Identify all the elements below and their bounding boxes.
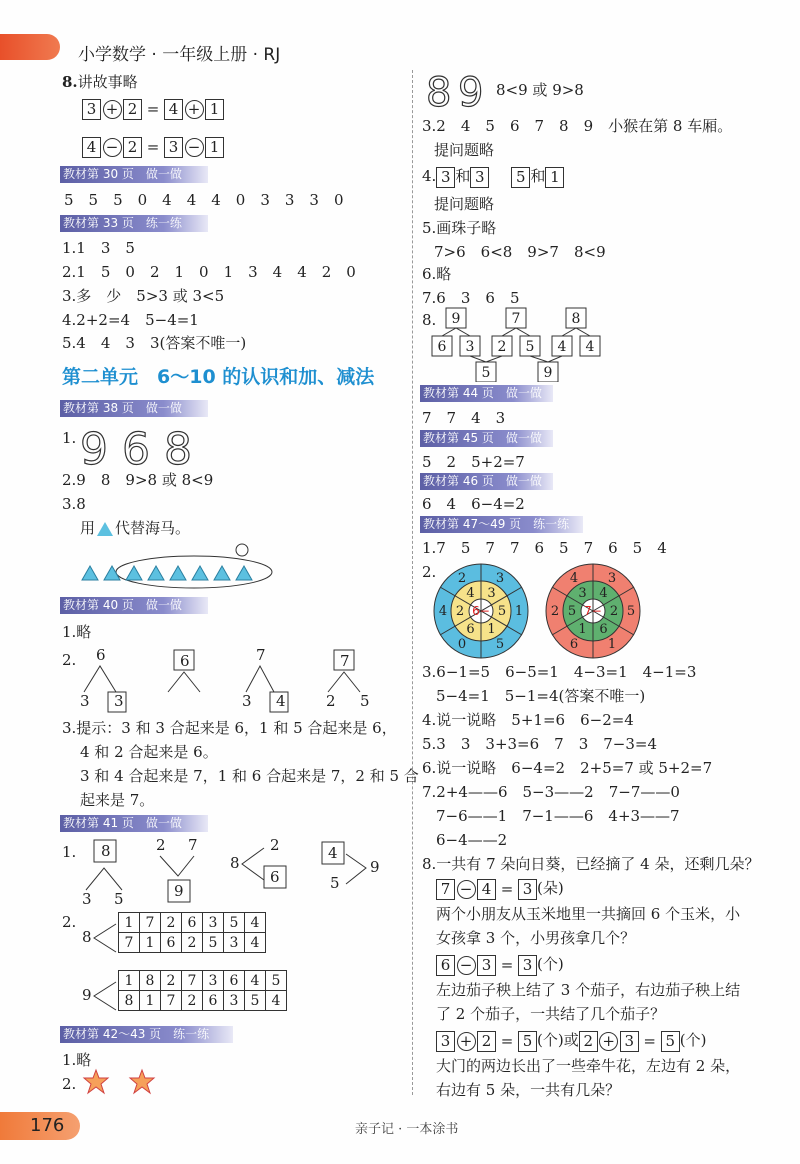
svg-text:3: 3	[80, 692, 90, 710]
svg-text:9: 9	[451, 311, 461, 327]
q8-label: 8.讲故事略	[62, 73, 138, 91]
svg-text:5: 5	[481, 365, 491, 381]
svg-text:8: 8	[571, 311, 581, 327]
grid-cell: 6	[182, 913, 203, 933]
p40-q1: 1.略	[62, 623, 92, 641]
grid-row	[119, 933, 266, 953]
triangles-figure	[76, 540, 276, 590]
op-circle: +	[599, 1032, 618, 1051]
wheel-number: 3	[495, 571, 505, 587]
p40-q3-line1: 3.提示：3 和 3 合起来是 6，1 和 5 合起来是 6，	[62, 719, 397, 737]
grid-cell: 3	[203, 913, 224, 933]
p46-answers: 6 4 6−4=2	[422, 495, 525, 513]
box: 3	[518, 955, 537, 976]
svg-text:5: 5	[525, 339, 535, 355]
section-bar-p38: 教材第 38 页 做一做	[60, 400, 208, 417]
wheel-number: 4	[438, 604, 448, 619]
wheel-number: 5	[495, 636, 505, 652]
grid-cell: 2	[182, 991, 203, 1011]
section-bar-p44: 教材第 44 页 做一做	[420, 385, 553, 402]
problem4-line2: 右边有 5 朵，一共有几朵？	[436, 1081, 621, 1099]
grid-cell: 1	[119, 971, 140, 991]
p38-q1-label: 1.	[62, 429, 77, 447]
box: 2	[123, 99, 142, 120]
grid-cell: 8	[119, 991, 140, 1011]
p47-q3-line1: 3.6−1=5 6−5=1 4−3=1 4−1=3	[422, 663, 697, 681]
story-row-2	[82, 136, 224, 158]
section-bar-p46: 教材第 46 页 做一做	[420, 473, 553, 490]
r-q7: 7.6 3 6 5	[422, 289, 520, 307]
grid-cell: 1	[140, 991, 161, 1011]
svg-text:3: 3	[465, 339, 475, 355]
box: 6	[436, 955, 455, 976]
svg-text:2: 2	[497, 339, 507, 355]
p42-q2: 2.	[62, 1075, 77, 1093]
star-icon	[84, 1070, 108, 1093]
wheel-number: 2	[455, 604, 465, 619]
p47-q7-line3: 6−4——2	[436, 831, 508, 849]
grid-cell: 4	[245, 971, 266, 991]
svg-text:3: 3	[82, 890, 92, 908]
problem2-line2: 女孩拿 3 个，小男孩拿几个？	[436, 929, 636, 947]
r-q3-note: 提问题略	[434, 141, 495, 159]
wheel-number: 1	[607, 636, 617, 652]
p45-answers: 5 2 5+2=7	[422, 453, 525, 471]
p40-q3-line4: 起来是 7。	[80, 791, 155, 809]
wheel-number: 1	[514, 604, 524, 619]
grid-cell: 1	[140, 933, 161, 953]
grid-cell: 6	[224, 971, 245, 991]
box: 3	[518, 879, 537, 900]
svg-text:2: 2	[270, 836, 280, 854]
grid-cell: 7	[140, 913, 161, 933]
grid-cell: 3	[224, 933, 245, 953]
grid9-table	[118, 970, 287, 1011]
svg-text:8: 8	[230, 854, 240, 872]
p47-q5: 5.3 3 3+3=6 7 3 7−3=4	[422, 735, 658, 753]
wheel-number: 0	[457, 636, 467, 652]
r-top-compare: 8<9 或 9>8	[496, 81, 584, 99]
box: 5	[511, 167, 530, 188]
p41-q1: 1.	[62, 843, 77, 861]
grid-cell: 2	[161, 913, 182, 933]
dotted-digits	[78, 424, 218, 468]
dotted-digits-89	[424, 70, 494, 110]
wheel-number: 5	[567, 604, 577, 619]
column-divider	[412, 70, 413, 1095]
op-circle: +	[103, 100, 122, 119]
svg-text:7−: 7−	[584, 604, 602, 618]
digit-nine: 9	[80, 424, 108, 468]
p47-q8: 8.一共有 7 朵向日葵，已经摘了 4 朵，还剩几朵？	[422, 855, 760, 873]
box: 4	[477, 879, 496, 900]
grid-row	[119, 971, 287, 991]
p33-q1: 1.1 3 5	[62, 239, 135, 257]
p41-diagrams	[74, 836, 394, 908]
wheel-number: 5	[497, 604, 507, 619]
wheel-number: 6	[569, 636, 579, 652]
box: 7	[436, 879, 455, 900]
wheel-number: 6	[466, 622, 475, 638]
svg-text:6: 6	[96, 646, 106, 664]
grid-row	[119, 991, 287, 1011]
star-icons	[82, 1068, 162, 1098]
box: 2	[579, 1031, 598, 1052]
p44-answers: 7 7 4 3	[422, 409, 506, 427]
p33-q5: 5.4 4 3 3(答案不唯一)	[62, 334, 247, 352]
op-circle: +	[185, 100, 204, 119]
p38-q3-text: 用 代替海马。	[80, 519, 191, 537]
svg-text:5: 5	[330, 874, 340, 892]
svg-text:5: 5	[360, 692, 370, 710]
grid-cell: 3	[224, 991, 245, 1011]
box: 4	[82, 137, 101, 158]
section-bar-p41: 教材第 41 页 做一做	[60, 815, 208, 832]
p38-q2: 2.9 8 9>8 或 8<9	[62, 471, 214, 489]
p47-q4: 4.说一说略 5+1=6 6−2=4	[422, 711, 634, 729]
box: 1	[205, 99, 224, 120]
wheel-number: 3	[578, 585, 587, 601]
grid-cell: 4	[245, 933, 266, 953]
subtraction-wheel-7	[544, 562, 644, 660]
op-circle: +	[457, 1032, 476, 1051]
wheel-number: 3	[487, 585, 496, 601]
svg-text:8: 8	[101, 842, 111, 860]
wheel-number: 1	[487, 622, 496, 638]
r-q6: 6.略	[422, 265, 452, 283]
p38-q3: 3.8	[62, 495, 86, 513]
svg-text:7: 7	[256, 646, 266, 664]
grid-row	[119, 913, 266, 933]
svg-text:3: 3	[242, 692, 252, 710]
page-number: 176	[30, 1115, 65, 1136]
grid-cell: 5	[266, 971, 287, 991]
op-circle: −	[185, 138, 204, 157]
grid8-table	[118, 912, 266, 953]
grid-cell: 4	[245, 913, 266, 933]
p40-q3-line2: 4 和 2 合起来是 6。	[80, 743, 218, 761]
wheel-number: 3	[607, 571, 617, 587]
r-q3: 3.2 4 5 6 7 8 9 小猴在第 8 车厢。	[422, 117, 733, 135]
svg-text:9: 9	[174, 882, 184, 900]
grid-cell: 5	[203, 933, 224, 953]
svg-text:6−: 6−	[472, 604, 490, 618]
p47-q2: 2.	[422, 563, 437, 581]
svg-text:4: 4	[585, 339, 595, 355]
svg-text:2: 2	[326, 692, 336, 710]
r-q5-compare: 7>6 6<8 9>7 8<9	[434, 243, 606, 261]
box: 3	[164, 137, 183, 158]
r-q8-label: 8.	[422, 311, 437, 329]
grid-cell: 1	[119, 913, 140, 933]
header-accent	[0, 34, 60, 60]
grid-cell: 8	[140, 971, 161, 991]
digit-nine: 9	[458, 70, 484, 110]
equals: =	[146, 138, 160, 156]
op-circle: −	[103, 138, 122, 157]
grid-cell: 2	[161, 971, 182, 991]
grid-cell: 3	[203, 971, 224, 991]
grid9-bracket	[92, 970, 118, 1022]
section-bar-p47: 教材第 47～49 页 练一练	[420, 516, 583, 533]
section-bar-p40: 教材第 40 页 做一做	[60, 597, 208, 614]
subtraction-wheel-6	[432, 562, 532, 660]
svg-text:6: 6	[437, 339, 447, 355]
problem2-line1: 两个小朋友从玉米地里一共摘回 6 个玉米，小	[436, 905, 741, 923]
section-bar-p30: 教材第 30 页 做一做	[60, 166, 208, 183]
svg-text:4: 4	[328, 844, 338, 862]
p33-q2: 2.1 5 0 2 1 0 1 3 4 4 2 0	[62, 263, 356, 281]
svg-text:7: 7	[340, 652, 350, 670]
p40-q3-line3: 3 和 4 合起来是 7，1 和 6 合起来是 7，2 和 5 合	[80, 767, 419, 785]
box: 3	[470, 167, 489, 188]
grid-cell: 5	[245, 991, 266, 1011]
digit-eight: 8	[426, 70, 452, 110]
grid-cell: 2	[182, 933, 203, 953]
svg-text:6: 6	[180, 652, 190, 670]
wheel-number: 2	[457, 571, 467, 587]
p47-q1: 1.7 5 7 7 6 5 7 6 5 4	[422, 539, 667, 557]
op-circle: −	[457, 880, 476, 899]
grid8-bracket	[92, 912, 118, 964]
box: 5	[518, 1031, 537, 1052]
section-bar-p42: 教材第 42～43 页 练一练	[60, 1026, 233, 1043]
star-icon	[130, 1070, 154, 1093]
wheel-number: 4	[466, 585, 475, 601]
problem3-line1: 左边茄子秧上结了 3 个茄子，右边茄子秧上结	[436, 981, 741, 999]
svg-text:4: 4	[557, 339, 567, 355]
box: 2	[477, 1031, 496, 1052]
digit-six: 6	[122, 424, 150, 468]
svg-text:5: 5	[114, 890, 124, 908]
header-title: 小学数学 · 一年级上册 · RJ	[78, 45, 281, 65]
p41-q2: 2.	[62, 913, 77, 931]
p30-answers: 5 5 5 0 4 4 4 0 3 3 3 0	[64, 191, 344, 209]
r-q5: 5.画珠子略	[422, 219, 497, 237]
eq-1: 7 − 4 = 3 (朵)	[436, 878, 564, 900]
equals: =	[146, 100, 160, 118]
section-bar-p33: 教材第 33 页 练一练	[60, 215, 208, 232]
wheel-number: 2	[550, 604, 560, 619]
split-diagrams	[70, 644, 390, 714]
r-q4: 4. 3 和 3 5 和 1	[422, 166, 564, 188]
wheel-number: 1	[578, 622, 587, 638]
number-trees	[430, 306, 610, 382]
grid9-label: 9	[82, 986, 92, 1004]
eq-2: 6 − 3 = 3 (个)	[436, 954, 564, 976]
svg-text:4: 4	[276, 692, 286, 710]
story-row-1	[82, 98, 224, 120]
p47-q6: 6.说一说略 6−4=2 2+5=7 或 5+2=7	[422, 759, 713, 777]
grid-cell: 7	[182, 971, 203, 991]
box: 3	[436, 1031, 455, 1052]
p33-q4: 4.2+2=4 5−4=1	[62, 311, 199, 329]
box: 1	[545, 167, 564, 188]
box: 5	[661, 1031, 680, 1052]
grid-cell: 7	[119, 933, 140, 953]
triangle-icon	[97, 522, 113, 536]
svg-text:2: 2	[156, 836, 166, 854]
op-circle: −	[457, 956, 476, 975]
grid-cell: 6	[203, 991, 224, 1011]
unit-title: 第二单元 6～10 的认识和加、减法	[62, 366, 375, 388]
p33-q3: 3.多 少 5>3 或 3<5	[62, 287, 225, 305]
box: 2	[123, 137, 142, 158]
section-bar-p45: 教材第 45 页 做一做	[420, 430, 553, 447]
box: 3	[477, 955, 496, 976]
wheel-number: 4	[599, 585, 608, 601]
svg-text:9: 9	[370, 858, 380, 876]
p47-q7-line2: 7−6——1 7−1——6 4+3——7	[436, 807, 680, 825]
problem4-line1: 大门的两边长出了一些牵牛花，左边有 2 朵，	[436, 1057, 741, 1075]
p42-q1: 1.略	[62, 1051, 92, 1069]
wheel-number: 2	[609, 604, 619, 619]
grid-cell: 5	[224, 913, 245, 933]
grid-cell: 4	[266, 991, 287, 1011]
box: 1	[205, 137, 224, 158]
svg-text:3: 3	[114, 692, 124, 710]
eq-3: 3 + 2 = 5 (个)或 2 + 3 = 5 (个)	[436, 1030, 706, 1052]
svg-text:6: 6	[270, 868, 280, 886]
p40-q2: 2.	[62, 651, 77, 669]
box: 3	[436, 167, 455, 188]
p47-q7-line1: 7.2+4——6 5−3——2 7−7——0	[422, 783, 680, 801]
svg-text:9: 9	[543, 365, 553, 381]
wheel-number: 5	[626, 604, 636, 619]
grid8-label: 8	[82, 928, 92, 946]
box: 3	[620, 1031, 639, 1052]
problem3-line2: 了 2 个茄子，一共结了几个茄子？	[436, 1005, 666, 1023]
wheel-number: 6	[599, 622, 608, 638]
r-q4-note: 提问题略	[434, 195, 495, 213]
footer-text: 亲子记 · 一本涂书	[355, 1122, 459, 1137]
svg-text:7: 7	[188, 836, 198, 854]
wheel-number: 4	[569, 571, 579, 587]
grid-cell: 7	[161, 991, 182, 1011]
box: 4	[164, 99, 183, 120]
digit-eight: 8	[164, 424, 192, 468]
box: 3	[82, 99, 101, 120]
grid-cell: 6	[161, 933, 182, 953]
p47-q3-line2: 5−4=1 5−1=4(答案不唯一)	[436, 687, 646, 705]
svg-text:7: 7	[511, 311, 521, 327]
